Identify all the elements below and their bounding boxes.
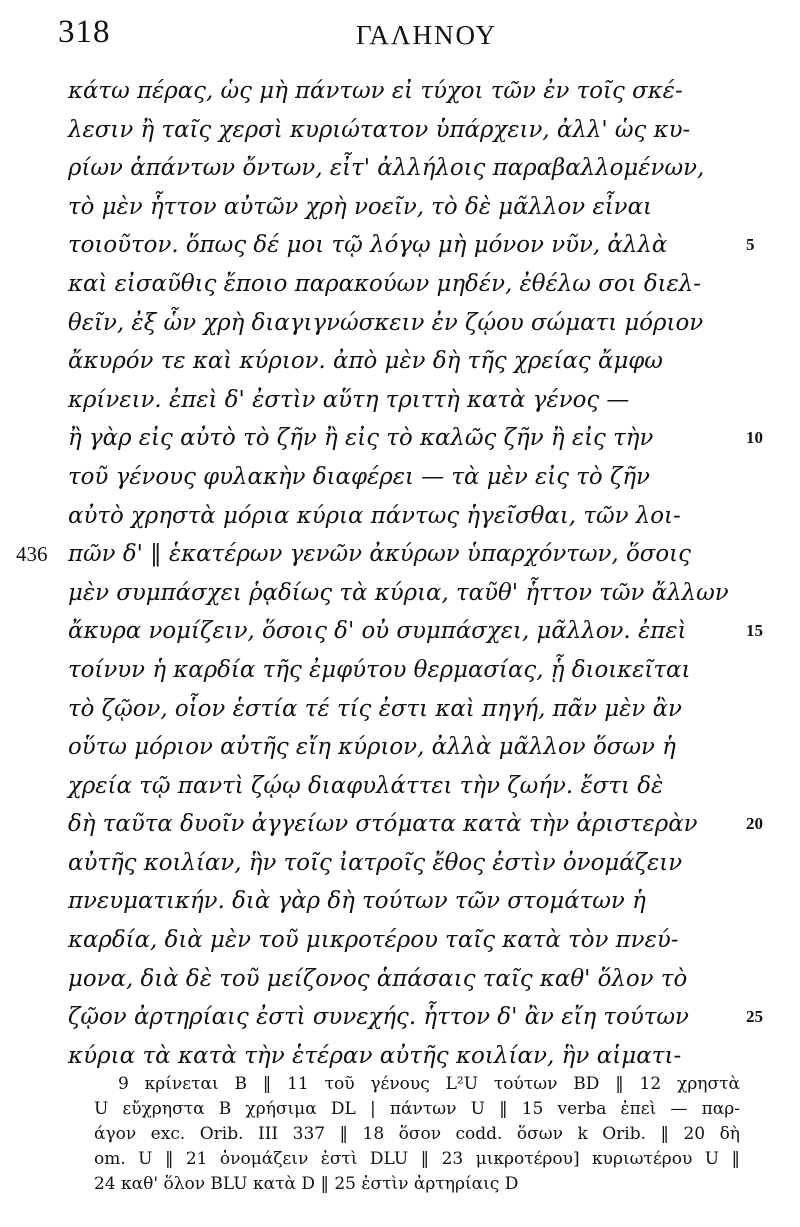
apparatus-line: 9 κρίνεται B ‖ 11 τοῦ γένους L²U τούτων BD ‖ 12 χρηστὰ	[118, 1074, 740, 1094]
line-text: ἢ γὰρ εἰς αὐτὸ τὸ ζῆν ἢ εἰς τὸ καλῶς ζῆν ἢ εἰς τὴν	[68, 425, 654, 452]
line-text: τοίνυν ἡ καρδία τῆς ἐμφύτου θερμασίας, ᾗ διοικεῖται	[68, 656, 691, 683]
text-line	[68, 149, 740, 188]
text-line	[68, 1037, 740, 1076]
text-line	[68, 921, 740, 960]
text-line	[68, 844, 740, 883]
page-number: 318	[58, 14, 111, 50]
apparatus-line: U εὔχρηστα B χρήσιμα DL | πάντων U ‖ 15 verba ἐπεὶ — παρ-	[94, 1099, 740, 1119]
line-text: καρδία, διὰ μὲν τοῦ μικροτέρου ταῖς κατὰ τὸν πνεύ-	[68, 927, 679, 954]
line-text: θεῖν, ἐξ ὧν χρὴ διαγιγνώσκειν ἐν ζῴου σώματι μόριον	[68, 309, 704, 336]
text-line	[68, 767, 740, 806]
line-text: ζῷον ἀρτηρίαις ἐστὶ συνεχής. ἧττον δ' ἂν εἴη τούτων	[68, 1004, 689, 1031]
line-text: μονα, διὰ δὲ τοῦ μείζονος ἁπάσαις ταῖς καθ' ὅλον τὸ	[68, 965, 688, 992]
text-line	[68, 882, 740, 921]
text-line	[16, 535, 740, 574]
line-text: δὴ ταῦτα δυοῖν ἀγγείων στόματα κατὰ τὴν ἀριστερὰν	[68, 811, 698, 838]
line-text: καὶ εἰσαῦθις ἔποιο παρακούων μηδέν, ἐθέλω σοι διελ-	[68, 270, 702, 297]
line-text: τοιοῦτον. ὅπως δέ μοι τῷ λόγῳ μὴ μόνον νῦν, ἀλλὰ	[68, 232, 668, 259]
main-text	[16, 72, 763, 1075]
line-text: αὐτῆς κοιλίαν, ἣν τοῖς ἰατροῖς ἔθος ἐστὶν ὀνομάζειν	[68, 849, 683, 876]
running-title: ΓΑΛΗΝΟΥ	[356, 20, 498, 50]
line-number: 25	[746, 1007, 763, 1027]
text-line	[68, 72, 740, 111]
page-header	[58, 14, 758, 64]
text-line	[68, 304, 740, 343]
text-line	[68, 265, 740, 304]
line-number: 5	[746, 235, 755, 255]
line-text: μὲν συμπάσχει ῥᾳδίως τὰ κύρια, ταῦθ' ἧττον τῶν ἄλλων	[68, 579, 729, 606]
critical-apparatus	[94, 1072, 740, 1197]
text-line	[68, 805, 763, 844]
line-text: κάτω πέρας, ὡς μὴ πάντων εἰ τύχοι τῶν ἐν τοῖς σκέ-	[68, 78, 683, 104]
text-line	[68, 728, 740, 767]
line-text: πνευματικήν. διὰ γὰρ δὴ τούτων τῶν στομάτων ἡ	[68, 888, 646, 915]
line-text: οὕτω μόριον αὐτῆς εἴη κύριον, ἀλλὰ μᾶλλον ὅσων ἡ	[68, 734, 676, 761]
edition-page-reference: 436	[16, 542, 48, 567]
line-text: κρίνειν. ἐπεὶ δ' ἐστὶν αὕτη τριττὴ κατὰ γένος —	[68, 386, 630, 413]
line-text: τὸ ζῷον, οἷον ἑστία τέ τίς ἐστι καὶ πηγή, πᾶν μὲν ἂν	[68, 695, 682, 722]
text-line	[68, 497, 740, 536]
text-line	[68, 419, 763, 458]
line-text: τοῦ γένους φυλακὴν διαφέρει — τὰ μὲν εἰς τὸ ζῆν	[68, 463, 650, 490]
text-line	[68, 690, 740, 729]
text-line	[68, 612, 763, 651]
apparatus-line: om. U ‖ 21 ὀνομάζειν ἐστὶ DLU ‖ 23 μικροτέρου] κυριωτέρου U ‖	[94, 1149, 740, 1169]
text-line	[68, 960, 740, 999]
line-text: ἄκυρα νομίζειν, ὅσοις δ' οὐ συμπάσχει, μᾶλλον. ἐπεὶ	[68, 618, 687, 645]
line-text: πῶν δ' ‖ ἑκατέρων γενῶν ἀκύρων ὑπαρχόντων, ὅσοις	[68, 541, 691, 568]
text-line	[68, 381, 740, 420]
text-line	[68, 111, 740, 150]
line-text: λεσιν ἢ ταῖς χερσὶ κυριώτατον ὑπάρχειν, ἀλλ' ὡς κυ-	[68, 116, 691, 143]
line-text: τὸ μὲν ἧττον αὐτῶν χρὴ νοεῖν, τὸ δὲ μᾶλλον εἶναι	[68, 193, 652, 220]
text-line	[68, 998, 763, 1037]
text-line	[68, 651, 740, 690]
line-text: αὐτὸ χρηστὰ μόρια κύρια πάντως ἡγεῖσθαι, τῶν λοι-	[68, 502, 681, 529]
line-text: ρίων ἁπάντων ὄντων, εἶτ' ἀλλήλοις παραβαλλομένων,	[68, 155, 705, 182]
text-line	[68, 574, 740, 613]
line-text: ἄκυρόν τε καὶ κύριον. ἀπὸ μὲν δὴ τῆς χρείας ἄμφω	[68, 348, 663, 375]
text-line	[68, 458, 740, 497]
apparatus-line: 24 καθ' ὅλον BLU κατὰ D ‖ 25 ἐστὶν ἀρτηρίαις D	[94, 1174, 519, 1194]
line-number: 20	[746, 814, 763, 834]
text-line	[68, 342, 740, 381]
line-number: 10	[746, 428, 763, 448]
line-number: 15	[746, 621, 763, 641]
text-line	[68, 226, 755, 265]
text-line	[68, 188, 740, 227]
apparatus-line: άγον exc. Orib. III 337 ‖ 18 ὅσον codd. ὅσων k Orib. ‖ 20 δὴ	[94, 1124, 740, 1144]
line-text: κύρια τὰ κατὰ τὴν ἑτέραν αὐτῆς κοιλίαν, ἣν αἱματι-	[68, 1042, 682, 1069]
line-text: χρεία τῷ παντὶ ζῴῳ διαφυλάττει τὴν ζωήν. ἔστι δὲ	[68, 772, 664, 799]
